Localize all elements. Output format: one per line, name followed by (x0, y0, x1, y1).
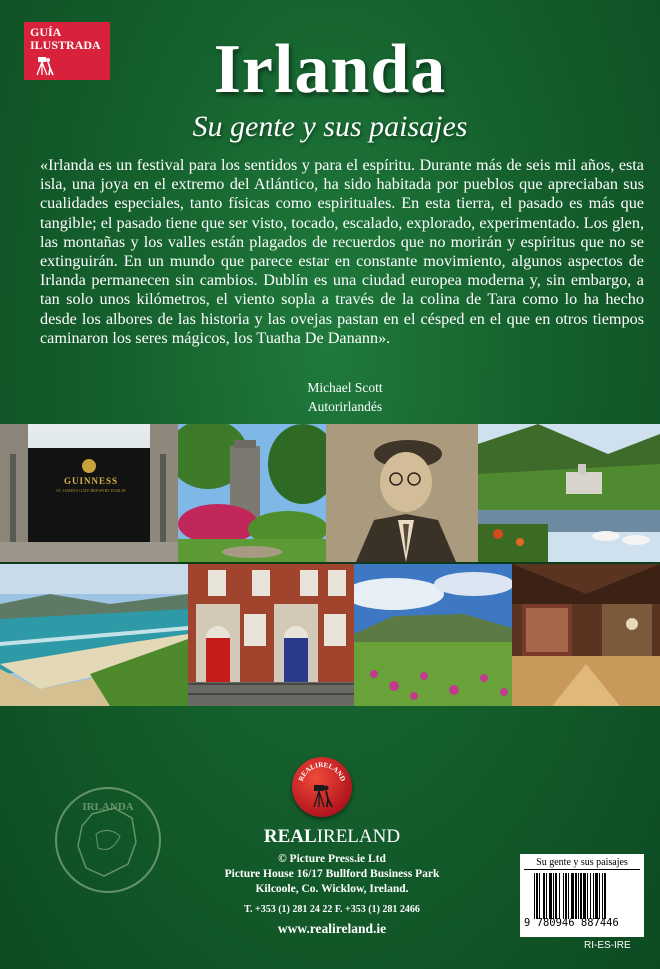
brand-bold: REAL (263, 826, 317, 847)
author-name: Michael Scott (307, 380, 383, 395)
logo-arc-text: REALIRELAND (297, 760, 347, 783)
barcode-bars (524, 873, 640, 919)
photo-beach (0, 564, 188, 706)
barcode-stripe (604, 873, 606, 919)
guinness-sign: GUINNESS (63, 476, 118, 486)
publisher-brand (0, 826, 660, 848)
book-subtitle: Su gente y sus paisajes (192, 110, 468, 143)
quote-author (0, 378, 660, 416)
address-line2: Kilcoole, Co. Wicklow, Ireland. (255, 883, 409, 895)
photo-castle-hall (512, 564, 660, 706)
phone-line: T. +353 (1) 281 24 22 F. +353 (1) 281 2466 (244, 904, 420, 915)
photo-benbulben (354, 564, 512, 706)
guinness-subsign: ST. JAMES'S GATE BREWERY DUBLIN (56, 488, 126, 493)
quote-text: «Irlanda es un festival para los sentidos y para el espíritu. Durante más de seis mil años, esta isla, una joya en el extremo del Atlántico, ha sido habitada por pueblos que apreciaban sus cualidades especiales, tanto físicas como espirituales. En esta tierra, el pasado es más que tangible; el pasado tiene que ser visto, tocado, escalado, explorado, experimentado. Los glen, las montañas y los valles están plagados de recuerdos que no morirán y espíritus que no se extinguirán. En un mundo que parece estar en constante movimiento, algunos aspectos de Irlanda permanecen sin cambios. Dublín es una ciudad europea moderna y, sin embargo, a tan solo unos kilómetros, el viento sopla a través de la colina de Tara como lo ha hecho desde los albores de las historia y las ovejas pastan en el césped en el que en otros tiempos caminaron los seres mágicos, los Tuatha De Danann». (40, 156, 644, 347)
badge-line2: ILUSTRADA (30, 38, 101, 52)
badge-line1: GUÍA (30, 25, 62, 39)
photo-kylemore-abbey (478, 424, 660, 562)
book-title: Irlanda (213, 31, 447, 108)
barcode-number: 9 780946 887446 (524, 917, 619, 929)
svg-text:REALIRELAND (297, 761, 347, 783)
product-code: RI-ES-IRE (584, 940, 631, 951)
author-role: Autorirlandés (307, 399, 383, 414)
copyright-line: © Picture Press.ie Ltd (278, 853, 386, 865)
photo-blarney-castle (178, 424, 326, 562)
barcode-box (520, 854, 644, 937)
stamp-text: IRLANDA (82, 801, 134, 813)
photo-georgian-doors (188, 564, 354, 706)
realireland-logo (292, 757, 352, 817)
barcode-title: Su gente y sus paisajes (524, 857, 640, 870)
address-line1: Picture House 16/17 Bullford Business Park (224, 868, 440, 880)
photographer-logo-icon (292, 757, 352, 817)
photo-james-joyce (326, 424, 478, 562)
website-link[interactable]: www.realireland.ie (277, 921, 387, 936)
photo-guinness-gate (0, 424, 178, 562)
photo-collage (0, 424, 660, 706)
brand-light: IRELAND (316, 826, 401, 847)
